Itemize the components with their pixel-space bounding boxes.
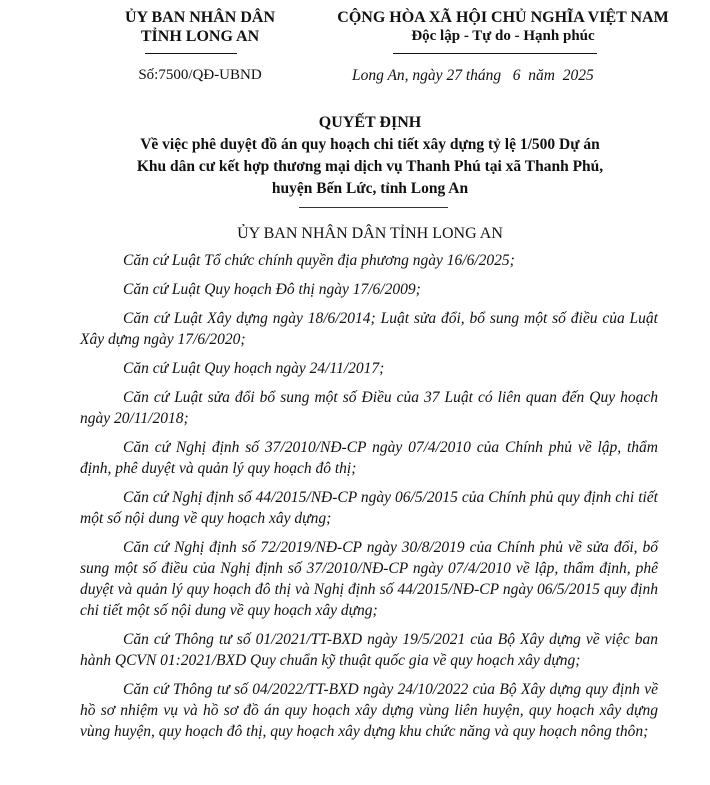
issuing-authority: ỦY BAN NHÂN DÂN TỈNH LONG AN bbox=[237, 225, 503, 242]
legal-basis-item: Căn cứ Luật sửa đổi bổ sung một số Điều của 37 Luật có liên quan đến Quy hoạch ngày 20/11/2018; bbox=[80, 389, 658, 427]
agency-header bbox=[80, 8, 320, 46]
legal-basis-item: Căn cứ Thông tư số 01/2021/TT-BXD ngày 19/5/2021 của Bộ Xây dựng về việc ban hành QCVN 01:2021/BXD Quy chuẩn kỹ thuật quốc gia về quy hoạch xây dựng; bbox=[80, 631, 658, 669]
legal-basis-item: Căn cứ Nghị định số 37/2010/NĐ-CP ngày 07/4/2010 của Chính phủ về lập, thẩm định, phê duyệt và quản lý quy hoạch đô thị; bbox=[80, 439, 658, 477]
legal-basis-item: Căn cứ Thông tư số 04/2022/TT-BXD ngày 24/10/2022 của Bộ Xây dựng quy định về hồ sơ nhiệm vụ và hồ sơ đồ án quy hoạch xây dựng vùng liên huyện, quy hoạch xây dựng vùng huyện, quy hoạch đô thị, quy hoạch xây dựng khu chức năng và quy hoạch nông thôn; bbox=[80, 681, 658, 740]
national-motto: Độc lập - Tự do - Hạnh phúc bbox=[411, 28, 595, 44]
motto-divider bbox=[393, 53, 597, 54]
legal-basis-item: Căn cứ Luật Quy hoạch Đô thị ngày 17/6/2009; bbox=[123, 281, 421, 298]
legal-basis-item: Căn cứ Nghị định số 44/2015/NĐ-CP ngày 06/5/2015 của Chính phủ quy định chi tiết một số nội dung về quy hoạch xây dựng; bbox=[80, 489, 658, 527]
subject-line-1: Về việc phê duyệt đồ án quy hoạch chi tiết xây dựng tỷ lệ 1/500 Dự án bbox=[140, 136, 600, 153]
legal-basis-item: Căn cứ Luật Xây dựng ngày 18/6/2014; Luật sửa đổi, bổ sung một số điều của Luật Xây dựng ngày 17/6/2020; bbox=[80, 310, 658, 348]
legal-basis-item: Căn cứ Nghị định số 72/2019/NĐ-CP ngày 30/8/2019 của Chính phủ về sửa đổi, bổ sung một số điều của Nghị định số 37/2010/NĐ-CP ngày 07/4/2010 về lập, thẩm định, phê duyệt và quản lý quy hoạch đô thị và Nghị định số 44/2015/NĐ-CP ngày 06/5/2015 quy định chi tiết một số nội dung về quy hoạch xây dựng; bbox=[80, 539, 658, 619]
agency-divider bbox=[145, 53, 237, 54]
agency-name: ỦY BAN NHÂN DÂN bbox=[124, 9, 276, 26]
nation-name: CỘNG HÒA XÃ HỘI CHỦ NGHĨA VIỆT NAM bbox=[337, 9, 669, 26]
title-divider bbox=[299, 207, 448, 208]
place-and-date: Long An, ngày 27 tháng 6 năm 2025 bbox=[352, 67, 594, 84]
agency-province: TỈNH LONG AN bbox=[140, 28, 260, 45]
decision-title-block bbox=[60, 112, 680, 200]
document-number: Số:7500/QĐ-UBND bbox=[138, 67, 262, 83]
subject-line-2: Khu dân cư kết hợp thương mại dịch vụ Thanh Phú tại xã Thanh Phú, bbox=[136, 158, 604, 175]
legal-bases bbox=[80, 250, 658, 750]
legal-basis-item: Căn cứ Luật Quy hoạch ngày 24/11/2017; bbox=[123, 360, 385, 377]
document-type: QUYẾT ĐỊNH bbox=[318, 114, 422, 131]
subject-line-3: huyện Bến Lức, tỉnh Long An bbox=[271, 180, 469, 197]
national-header bbox=[318, 8, 688, 46]
legal-basis-item: Căn cứ Luật Tổ chức chính quyền địa phương ngày 16/6/2025; bbox=[123, 252, 515, 269]
